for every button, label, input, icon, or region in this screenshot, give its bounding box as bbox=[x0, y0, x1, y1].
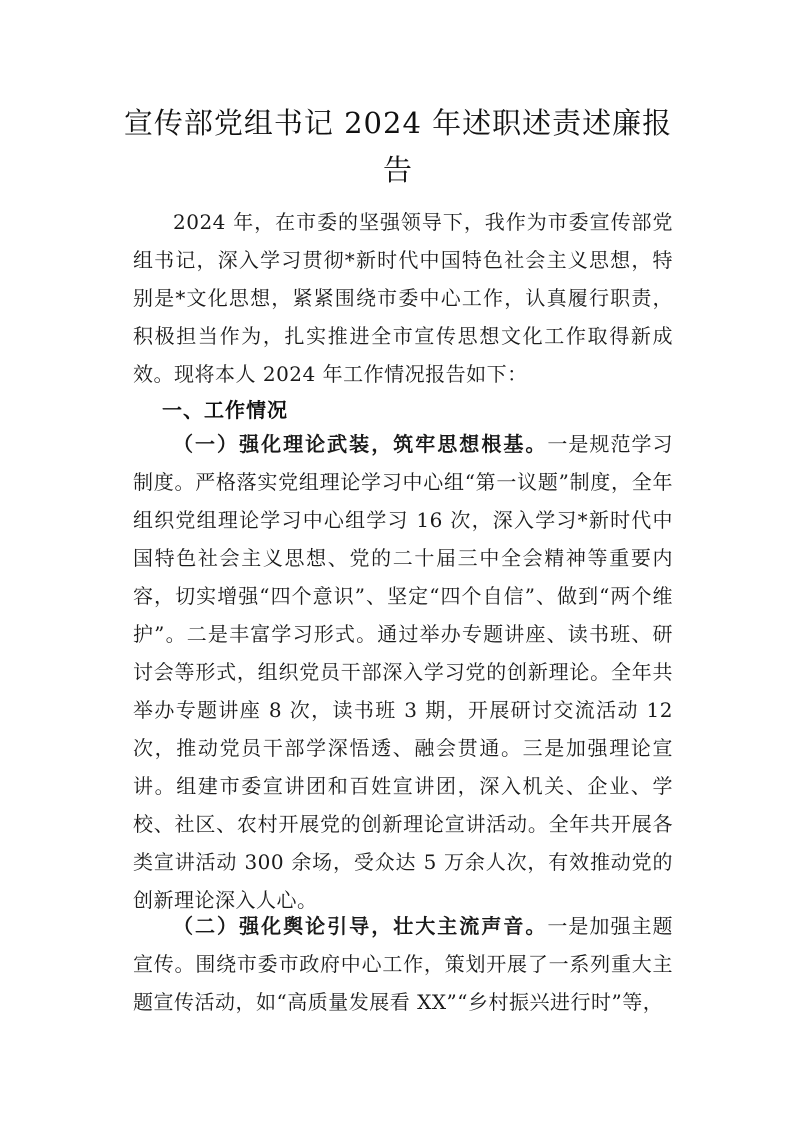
item-two-text: 一是加强主题宣传。围绕市委市政府中心工作，策划开展了一系列重大主题宣传活动，如“高质量发展看 XX”“乡村振兴进行时”等， bbox=[133, 914, 674, 1014]
item-one-text: 一是规范学习制度。严格落实党组理论学习中心组“第一议题”制度，全年组织党组理论学习中心组学习 16 次，深入学习*新时代中国特色社会主义思想、党的二十届三中全会精神等重要内容，切实增强“四个意识”、坚定“四个自信”、做到“两个维护”。二是丰富学习形式。通过举办专题讲座、读书班、研讨会等形式，组织党员干部深入学习党的创新理论。全年共举办专题讲座 8 次，读书班 3 期，开展研讨交流活动 12 次，推动党员干部学深悟透、融会贯通。三是加强理论宣讲。组建市委宣讲团和百姓宣讲团，深入机关、企业、学校、社区、农村开展党的创新理论宣讲活动。全年共开展各类宣讲活动 300 余场，受众达 5 万余人次，有效推动党的创新理论深入人心。 bbox=[133, 432, 674, 912]
item-one-lead: （一）强化理论武装，筑牢思想根基。 bbox=[173, 432, 548, 456]
item-two-lead: （二）强化舆论引导，壮大主流声音。 bbox=[173, 914, 548, 938]
section-heading-work: 一、工作情况 bbox=[162, 398, 288, 422]
intro-paragraph: 2024 年，在市委的坚强领导下，我作为市委宣传部党组书记，深入学习贯彻*新时代中国特色社会主义思想，特别是*文化思想，紧紧围绕市委中心工作，认真履行职责，积极担当作为，扎实推进全市宣传思想文化工作取得新成效。现将本人 2024 年工作情况报告如下： bbox=[133, 210, 673, 386]
item-one-paragraph bbox=[133, 425, 673, 919]
item-two-paragraph bbox=[133, 907, 673, 1021]
document-title: 宣传部党组书记 2024 年述职述责述廉报告 bbox=[123, 106, 673, 187]
